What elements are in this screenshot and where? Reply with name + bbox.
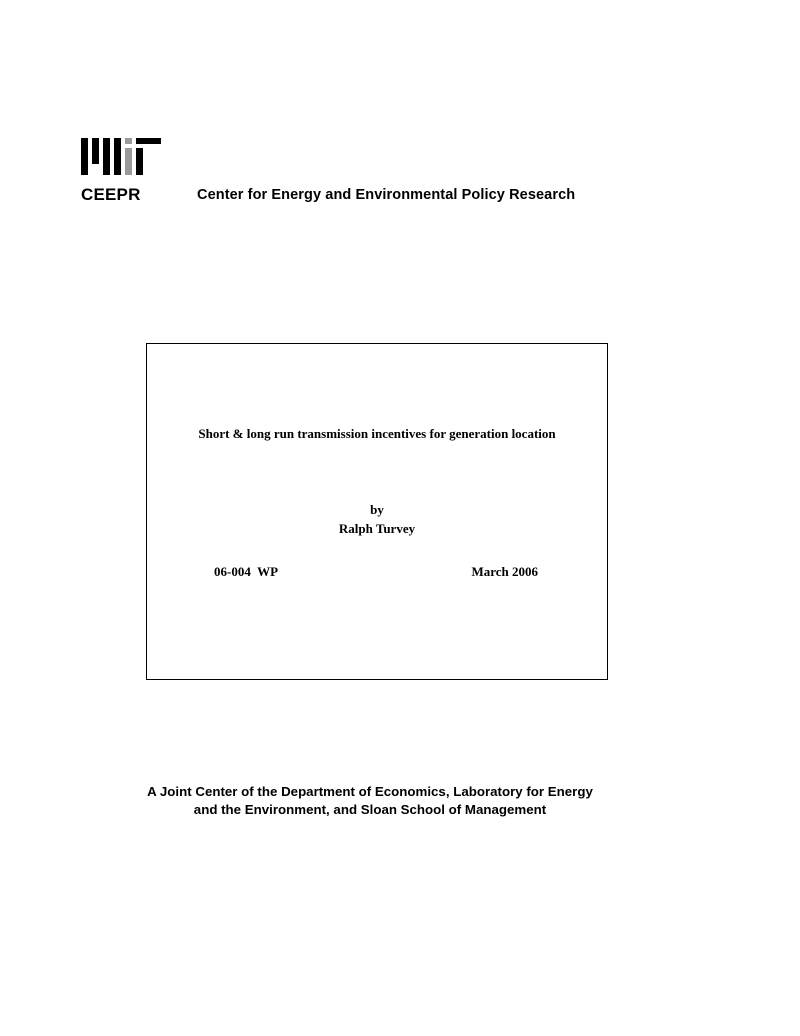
joint-center-line-2: and the Environment, and Sloan School of Management (193, 802, 547, 817)
center-name: Center for Energy and Environmental Policy Research (197, 187, 576, 203)
mit-logo (81, 137, 161, 175)
ceepr-acronym: CEEPR (81, 185, 141, 204)
paper-title: Short & long run transmission incentives for generation location (198, 426, 556, 441)
author-name: Ralph Turvey (338, 521, 416, 536)
working-paper-number: 06-004 WP (214, 564, 279, 579)
joint-center-line-1: A Joint Center of the Department of Economics, Laboratory for Energy (147, 784, 593, 799)
publication-date: March 2006 (471, 564, 538, 579)
by-label: by (370, 502, 384, 517)
title-box (146, 343, 608, 680)
joint-center-statement (100, 783, 640, 819)
